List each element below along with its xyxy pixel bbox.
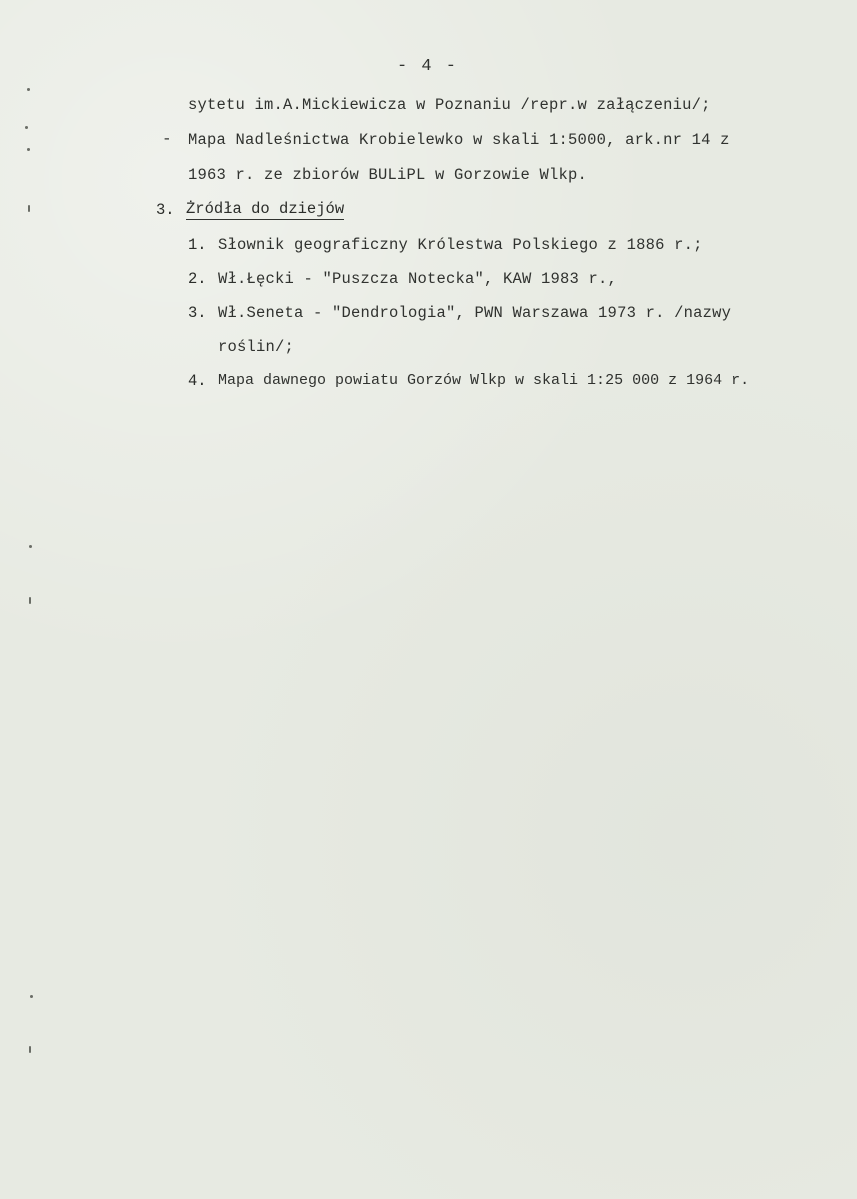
margin-mark — [29, 545, 32, 548]
bullet-line-1: Mapa Nadleśnictwa Krobielewko w skali 1:5000, ark.nr 14 z — [188, 131, 730, 149]
margin-mark — [27, 88, 30, 91]
list-item-number: 4. — [188, 372, 207, 390]
margin-mark — [29, 1046, 31, 1053]
list-item-text: Wł.Łęcki - "Puszcza Notecka", KAW 1983 r., — [218, 270, 618, 288]
section-number: 3. — [156, 201, 175, 219]
page-number: - 4 - — [397, 57, 459, 76]
list-item-number: 2. — [188, 270, 207, 288]
margin-mark — [29, 597, 31, 604]
list-item-text: Wł.Seneta - "Dendrologia", PWN Warszawa 1973 r. /nazwy — [218, 304, 732, 322]
margin-mark — [28, 205, 30, 212]
list-item-text: Słownik geograficzny Królestwa Polskiego z 1886 r.; — [218, 236, 703, 254]
intro-line: sytetu im.A.Mickiewicza w Poznaniu /repr.w załączeniu/; — [188, 96, 711, 114]
list-item-text: Mapa dawnego powiatu Gorzów Wlkp w skali 1:25 000 z 1964 r. — [218, 372, 750, 389]
margin-mark — [27, 148, 30, 151]
list-item-continuation: roślin/; — [218, 338, 295, 356]
margin-mark — [25, 126, 28, 129]
bullet-line-2: 1963 r. ze zbiorów BULiPL w Gorzowie Wlkp. — [188, 166, 588, 184]
margin-mark — [30, 995, 33, 998]
bullet-dash: - — [162, 130, 172, 148]
section-heading: Żródła do dziejów — [186, 200, 345, 218]
list-item-number: 3. — [188, 304, 207, 322]
list-item-number: 1. — [188, 236, 207, 254]
